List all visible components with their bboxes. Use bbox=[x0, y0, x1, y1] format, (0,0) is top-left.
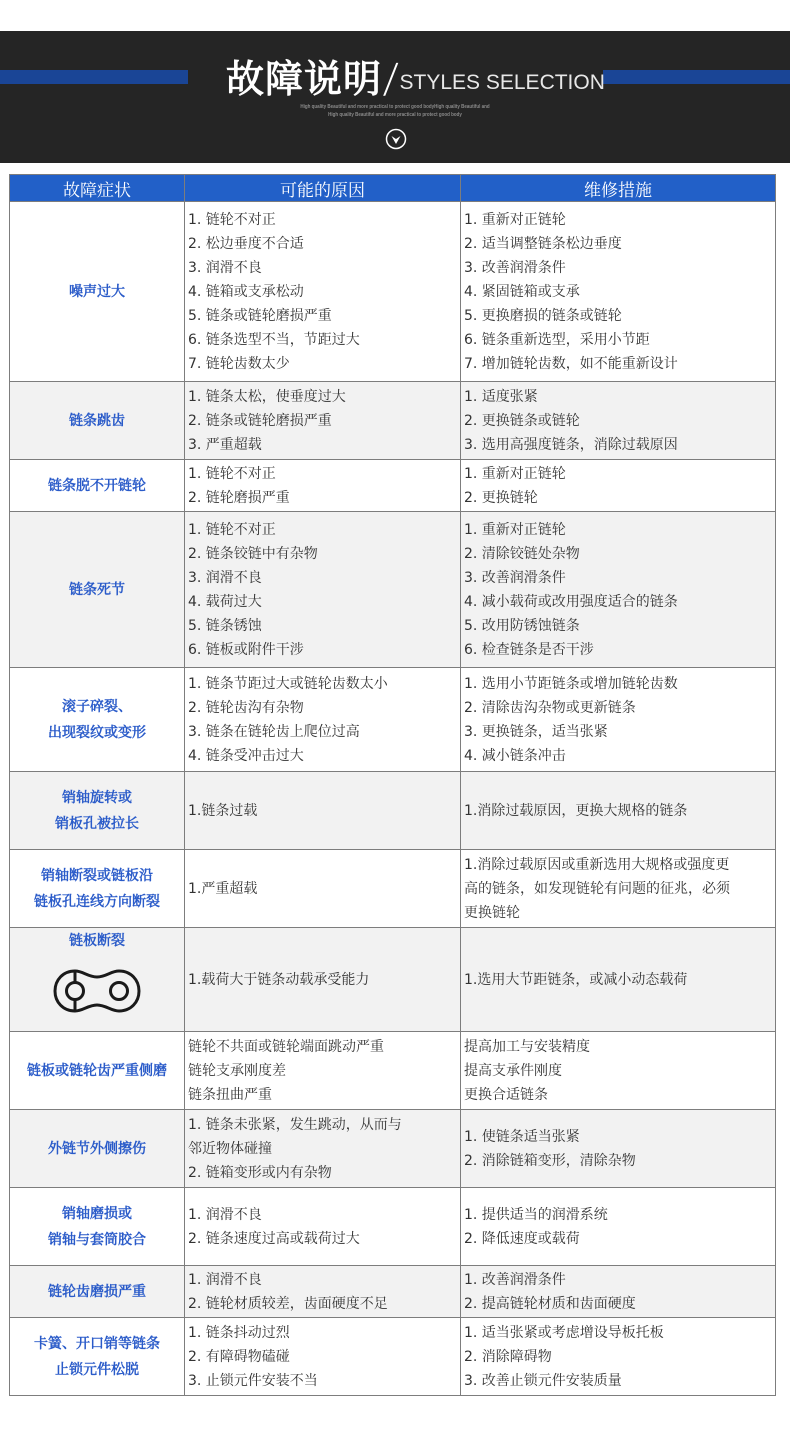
table-row bbox=[10, 512, 776, 668]
cause-item: 3. 止锁元件安装不当 bbox=[188, 1372, 318, 1389]
symptom-text: 链板断裂 bbox=[69, 933, 125, 949]
remedies-cell bbox=[461, 382, 776, 460]
remedy-item: 1. 提供适当的润滑系统 bbox=[464, 1206, 608, 1223]
table-row bbox=[10, 460, 776, 512]
cause-item: 3. 润滑不良 bbox=[188, 259, 262, 276]
remedy-item: 2. 消除障碍物 bbox=[464, 1348, 552, 1365]
symptom-cell bbox=[10, 382, 185, 460]
page-title bbox=[226, 51, 605, 101]
remedy-item: 高的链条，如发现链轮有问题的征兆，必须 bbox=[464, 880, 730, 897]
remedy-item: 7. 增加链轮齿数，如不能重新设计 bbox=[464, 355, 678, 372]
remedy-item: 4. 减小载荷或改用强度适合的链条 bbox=[464, 593, 678, 610]
symptom-text: 链条脱不开链轮 bbox=[48, 477, 146, 494]
remedy-item: 2. 提高链轮材质和齿面硬度 bbox=[464, 1295, 636, 1312]
symptom-cell bbox=[10, 1188, 185, 1266]
broken-chain-link-icon bbox=[53, 968, 141, 1014]
remedy-item: 1. 重新对正链轮 bbox=[464, 465, 566, 482]
causes-cell bbox=[185, 1318, 461, 1396]
symptom-cell bbox=[10, 1266, 185, 1318]
symptom-text: 链轮齿磨损严重 bbox=[48, 1283, 146, 1300]
cause-item: 2. 链条铰链中有杂物 bbox=[188, 545, 318, 562]
table-row bbox=[10, 1032, 776, 1110]
cause-item: 1. 链条太松，使垂度过大 bbox=[188, 388, 346, 405]
cause-item: 2. 链条速度过高或载荷过大 bbox=[188, 1230, 360, 1247]
cause-item: 5. 链条或链轮磨损严重 bbox=[188, 307, 332, 324]
cause-item: 4. 链条受冲击过大 bbox=[188, 747, 304, 764]
remedy-item: 5. 改用防锈蚀链条 bbox=[464, 617, 580, 634]
symptom-cell bbox=[10, 668, 185, 772]
remedies-cell bbox=[461, 202, 776, 382]
causes-cell bbox=[185, 1032, 461, 1110]
symptom-text: 销板孔被拉长 bbox=[55, 815, 139, 832]
remedy-item: 4. 减小链条冲击 bbox=[464, 747, 566, 764]
cause-item: 5. 链条锈蚀 bbox=[188, 617, 262, 634]
causes-cell bbox=[185, 1266, 461, 1318]
remedies-cell bbox=[461, 772, 776, 850]
symptom-text: 链条死节 bbox=[69, 581, 125, 598]
causes-cell bbox=[185, 1188, 461, 1266]
table-row bbox=[10, 1188, 776, 1266]
title-english: STYLES SELECTION bbox=[399, 71, 605, 94]
remedy-item: 2. 更换链轮 bbox=[464, 489, 538, 506]
accent-bar-left bbox=[0, 70, 188, 84]
remedy-item: 3. 改善润滑条件 bbox=[464, 259, 566, 276]
chevron-down-circle-icon[interactable] bbox=[385, 128, 407, 150]
causes-cell bbox=[185, 772, 461, 850]
remedy-item: 6. 链条重新选型，采用小节距 bbox=[464, 331, 650, 348]
table-header-row bbox=[10, 175, 776, 202]
remedies-cell bbox=[461, 928, 776, 1032]
remedy-item: 1. 改善润滑条件 bbox=[464, 1271, 566, 1288]
cause-item: 6. 链板或附件干涉 bbox=[188, 641, 304, 658]
symptom-cell bbox=[10, 512, 185, 668]
cause-item: 1.严重超载 bbox=[188, 880, 258, 897]
symptom-text: 销轴旋转或 bbox=[62, 789, 132, 806]
accent-bar-right bbox=[603, 70, 790, 84]
remedies-cell bbox=[461, 1110, 776, 1188]
remedy-item: 1. 适度张紧 bbox=[464, 388, 538, 405]
symptom-text: 链条跳齿 bbox=[69, 412, 125, 429]
remedy-item: 1. 重新对正链轮 bbox=[464, 521, 566, 538]
cause-item: 6. 链条选型不当，节距过大 bbox=[188, 331, 360, 348]
cause-item: 1. 链条抖动过烈 bbox=[188, 1324, 290, 1341]
remedies-cell bbox=[461, 512, 776, 668]
remedy-item: 提高支承件刚度 bbox=[464, 1062, 562, 1079]
causes-cell bbox=[185, 1110, 461, 1188]
causes-cell bbox=[185, 928, 461, 1032]
causes-cell bbox=[185, 668, 461, 772]
cause-item: 2. 链箱变形或内有杂物 bbox=[188, 1164, 332, 1181]
causes-cell bbox=[185, 382, 461, 460]
symptom-cell bbox=[10, 460, 185, 512]
symptom-text: 销轴与套筒胶合 bbox=[48, 1231, 146, 1248]
cause-item: 3. 链条在链轮齿上爬位过高 bbox=[188, 723, 360, 740]
remedy-item: 6. 检查链条是否干涉 bbox=[464, 641, 594, 658]
remedy-item: 1. 选用小节距链条或增加链轮齿数 bbox=[464, 675, 678, 692]
table-row bbox=[10, 928, 776, 1032]
remedy-item: 5. 更换磨损的链条或链轮 bbox=[464, 307, 622, 324]
symptom-text: 滚子碎裂、 bbox=[62, 698, 132, 715]
symptom-text: 止锁元件松脱 bbox=[55, 1361, 139, 1378]
symptom-text: 链板孔连线方向断裂 bbox=[34, 893, 160, 910]
table-row bbox=[10, 202, 776, 382]
causes-cell bbox=[185, 460, 461, 512]
symptom-text: 销轴磨损或 bbox=[62, 1205, 132, 1222]
cause-item: 1. 润滑不良 bbox=[188, 1206, 262, 1223]
column-header-symptom: 故障症状 bbox=[10, 175, 185, 202]
causes-cell bbox=[185, 512, 461, 668]
table-row bbox=[10, 1318, 776, 1396]
title-divider: / bbox=[382, 56, 400, 102]
remedy-item: 4. 紧固链箱或支承 bbox=[464, 283, 580, 300]
remedy-item: 1. 使链条适当张紧 bbox=[464, 1128, 580, 1145]
cause-item: 4. 链箱或支承松动 bbox=[188, 283, 304, 300]
remedies-cell bbox=[461, 1266, 776, 1318]
symptom-text: 出现裂纹或变形 bbox=[48, 724, 146, 741]
causes-cell bbox=[185, 202, 461, 382]
cause-item: 1. 润滑不良 bbox=[188, 1271, 262, 1288]
cause-item: 1. 链条未张紧，发生跳动，从而与 bbox=[188, 1116, 402, 1133]
cause-item: 1. 链轮不对正 bbox=[188, 521, 276, 538]
symptom-cell bbox=[10, 1032, 185, 1110]
cause-item: 1.载荷大于链条动载承受能力 bbox=[188, 971, 370, 988]
remedy-item: 提高加工与安装精度 bbox=[464, 1038, 590, 1055]
remedy-item: 1. 重新对正链轮 bbox=[464, 211, 566, 228]
remedy-item: 2. 更换链条或链轮 bbox=[464, 412, 580, 429]
remedies-cell bbox=[461, 1188, 776, 1266]
table-row bbox=[10, 772, 776, 850]
title-chinese: 故障说明 bbox=[226, 57, 383, 101]
remedy-item: 2. 适当调整链条松边垂度 bbox=[464, 235, 622, 252]
column-header-causes: 可能的原因 bbox=[185, 175, 461, 202]
cause-item: 链轮不共面或链轮端面跳动严重 bbox=[188, 1038, 384, 1055]
remedy-item: 更换链轮 bbox=[464, 904, 520, 921]
table-row bbox=[10, 1266, 776, 1318]
subtitle bbox=[0, 103, 790, 119]
cause-item: 链条扭曲严重 bbox=[188, 1086, 272, 1103]
remedy-item: 2. 清除铰链处杂物 bbox=[464, 545, 580, 562]
cause-item: 2. 链轮磨损严重 bbox=[188, 489, 290, 506]
causes-cell bbox=[185, 850, 461, 928]
remedies-cell bbox=[461, 668, 776, 772]
column-header-remedies: 维修措施 bbox=[461, 175, 776, 202]
cause-item: 1. 链轮不对正 bbox=[188, 211, 276, 228]
cause-item: 2. 有障碍物磕碰 bbox=[188, 1348, 290, 1365]
remedy-item: 1.消除过载原因或重新选用大规格或强度更 bbox=[464, 856, 730, 873]
cause-item: 2. 链条或链轮磨损严重 bbox=[188, 412, 332, 429]
remedies-cell bbox=[461, 1032, 776, 1110]
cause-item: 3. 润滑不良 bbox=[188, 569, 262, 586]
symptom-text: 噪声过大 bbox=[69, 283, 125, 300]
cause-item: 3. 严重超载 bbox=[188, 436, 262, 453]
table-row bbox=[10, 1110, 776, 1188]
remedies-cell bbox=[461, 460, 776, 512]
remedy-item: 更换合适链条 bbox=[464, 1086, 548, 1103]
cause-item: 1.链条过载 bbox=[188, 802, 258, 819]
remedy-item: 3. 更换链条，适当张紧 bbox=[464, 723, 608, 740]
remedy-item: 3. 改善润滑条件 bbox=[464, 569, 566, 586]
remedy-item: 1.选用大节距链条，或减小动态载荷 bbox=[464, 971, 688, 988]
remedy-item: 1.消除过载原因，更换大规格的链条 bbox=[464, 802, 688, 819]
cause-item: 7. 链轮齿数太少 bbox=[188, 355, 290, 372]
remedies-cell bbox=[461, 850, 776, 928]
remedy-item: 2. 清除齿沟杂物或更新链条 bbox=[464, 699, 636, 716]
remedy-item: 3. 改善止锁元件安装质量 bbox=[464, 1372, 622, 1389]
remedy-item: 2. 消除链箱变形，清除杂物 bbox=[464, 1152, 636, 1169]
cause-item: 2. 链轮材质较差，齿面硬度不足 bbox=[188, 1295, 388, 1312]
cause-item: 链轮支承刚度差 bbox=[188, 1062, 286, 1079]
table-body bbox=[10, 202, 776, 1396]
symptom-text: 链板或链轮齿严重侧磨 bbox=[27, 1062, 167, 1079]
symptom-text: 卡簧、开口销等链条 bbox=[34, 1335, 160, 1352]
symptom-cell bbox=[10, 928, 185, 1032]
table-row bbox=[10, 850, 776, 928]
remedy-item: 2. 降低速度或载荷 bbox=[464, 1230, 580, 1247]
remedies-cell bbox=[461, 1318, 776, 1396]
subtitle-line: High quality Beautiful and more practical to protect good body bbox=[328, 112, 462, 118]
cause-item: 邻近物体碰撞 bbox=[188, 1140, 272, 1157]
cause-item: 2. 链轮齿沟有杂物 bbox=[188, 699, 304, 716]
symptom-text: 销轴断裂或链板沿 bbox=[41, 867, 153, 884]
symptom-cell bbox=[10, 850, 185, 928]
cause-item: 1. 链条节距过大或链轮齿数太小 bbox=[188, 675, 388, 692]
table-row bbox=[10, 382, 776, 460]
header-banner bbox=[0, 31, 790, 163]
remedy-item: 3. 选用高强度链条，消除过载原因 bbox=[464, 436, 678, 453]
subtitle-line: High quality Beautiful and more practical to protect good bodyHigh quality Beautiful and bbox=[300, 104, 490, 110]
table-row bbox=[10, 668, 776, 772]
symptom-cell bbox=[10, 772, 185, 850]
symptom-cell bbox=[10, 202, 185, 382]
remedy-item: 1. 适当张紧或考虑增设导板托板 bbox=[464, 1324, 664, 1341]
cause-item: 1. 链轮不对正 bbox=[188, 465, 276, 482]
cause-item: 2. 松边垂度不合适 bbox=[188, 235, 304, 252]
fault-table bbox=[9, 174, 776, 1396]
symptom-cell bbox=[10, 1110, 185, 1188]
symptom-cell bbox=[10, 1318, 185, 1396]
cause-item: 4. 载荷过大 bbox=[188, 593, 262, 610]
symptom-text: 外链节外侧擦伤 bbox=[48, 1140, 146, 1157]
